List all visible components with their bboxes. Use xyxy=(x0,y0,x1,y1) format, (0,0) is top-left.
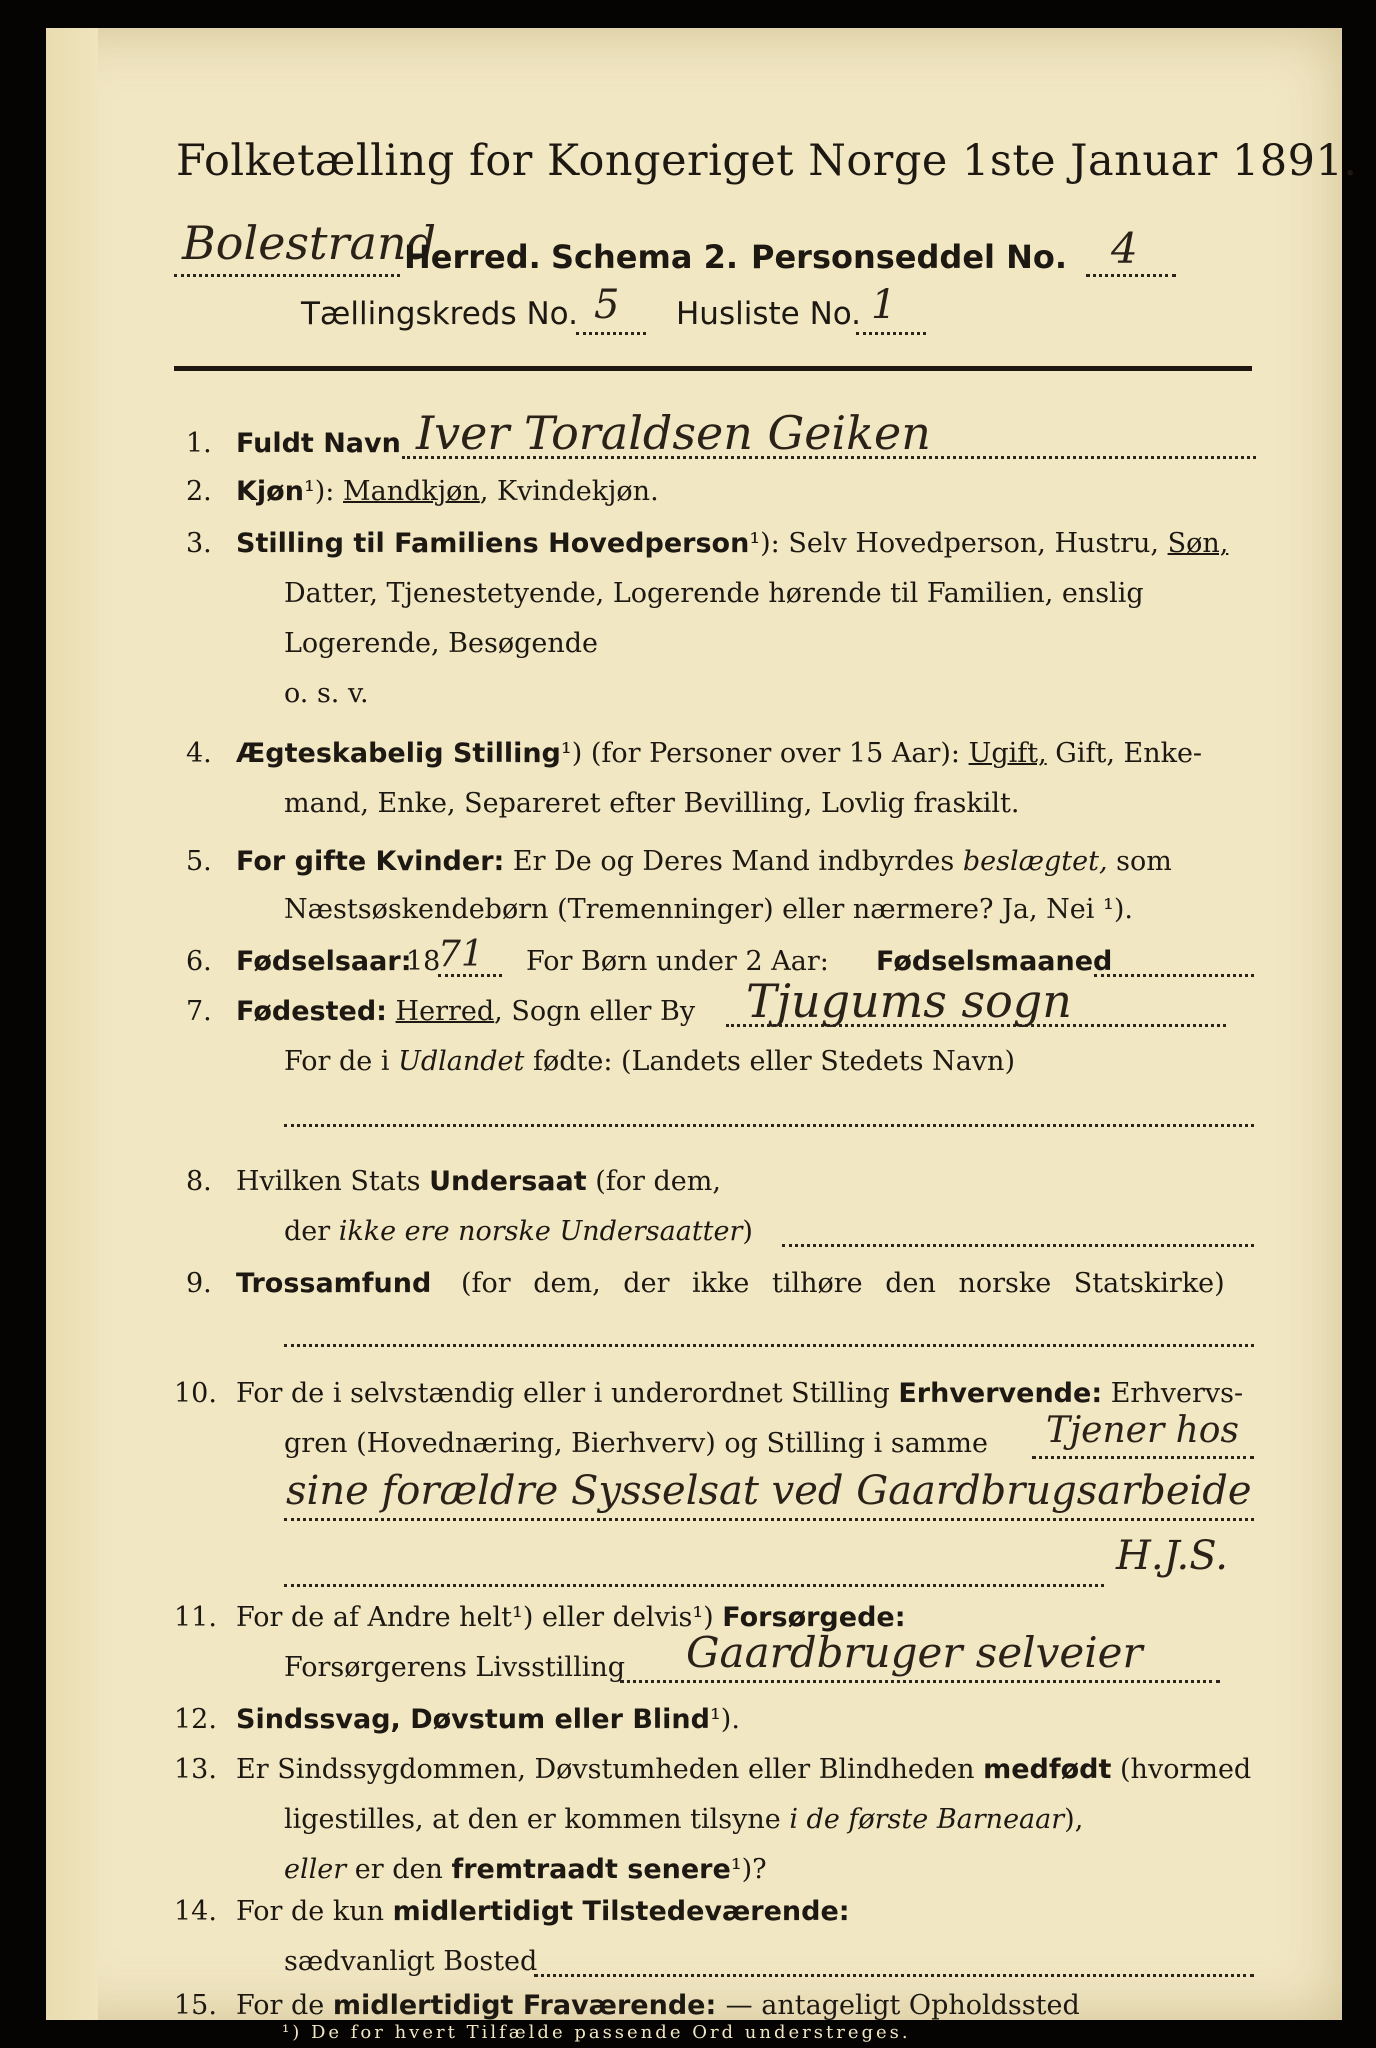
item-number: 10. xyxy=(174,1378,217,1409)
ikke-norske-text: ikke ere norske Undersaatter xyxy=(338,1216,743,1247)
sindssvag-label: Sindssvag, Døvstum eller Blind xyxy=(236,1704,710,1735)
undersaat-line-1 xyxy=(236,1166,721,1197)
item-number-14: 14. xyxy=(174,1896,217,1927)
kreds-label: Tællingskreds No. xyxy=(301,296,578,332)
undersaat-text: (for dem, xyxy=(595,1166,721,1197)
footnote-mark: ¹)? xyxy=(730,1854,767,1885)
fravaerende-label: midlertidigt Fraværende: xyxy=(332,1990,726,2021)
fuldt-navn-label: Fuldt Navn xyxy=(236,428,401,459)
aegteskab-line-2: mand, Enke, Separeret efter Bevilling, Lovlig fraskilt. xyxy=(284,788,1020,819)
erhverv-line-1 xyxy=(236,1378,1243,1409)
aegteskab-options: Gift, Enke- xyxy=(1055,738,1203,769)
fravaerende-text: For de xyxy=(236,1990,333,2021)
fodselsmaaned-label: Fødselsmaaned xyxy=(876,946,1113,977)
fremtraadt-label: fremtraadt senere xyxy=(451,1854,731,1885)
ligestilles-text: ligestilles, at den er kommen tilsyne xyxy=(284,1804,781,1835)
trossamfund-text: (for dem, der ikke tilhøre den norske Statskirke) xyxy=(461,1268,1225,1299)
tilstede-line-1 xyxy=(236,1896,850,1927)
erhverv-line-2: gren (Hovednæring, Bierhverv) og Stilling i samme xyxy=(284,1428,989,1459)
item-number: 13. xyxy=(174,1754,217,1785)
item-number: 3. xyxy=(186,528,212,559)
fodested-line-2 xyxy=(284,1046,1015,1077)
fravaerende-line-1 xyxy=(236,1990,1080,2021)
item-number: 4. xyxy=(186,738,212,769)
fuldt-navn-dotted-line xyxy=(402,456,1256,459)
hvilken-stats-text: Hvilken Stats xyxy=(236,1166,421,1197)
forsorgede-text: For de af Andre helt xyxy=(236,1602,513,1633)
kjon-option-mandkjon: Mandkjøn xyxy=(343,476,480,507)
undersaat-label: Undersaat xyxy=(429,1166,587,1197)
aegteskab-label: Ægteskabelig Stilling xyxy=(236,738,561,769)
erhverv-value-1: Tjener hos xyxy=(1046,1410,1239,1451)
medfodt-line-1 xyxy=(236,1754,1251,1785)
medfodt-line-2 xyxy=(284,1804,1083,1835)
erhverv-text-end: Erhvervs- xyxy=(1110,1378,1244,1409)
forsorgede-text-2: ¹) eller delvis xyxy=(512,1602,693,1633)
born-under-2-text: For Børn under 2 Aar: xyxy=(526,946,829,977)
forsorger-livsstilling-label: Forsørgerens Livsstilling xyxy=(284,1652,626,1683)
item-number: 11. xyxy=(174,1602,217,1633)
forsorgede-label: Forsørgede: xyxy=(722,1602,906,1633)
udlandet-word: Udlandet xyxy=(398,1046,525,1077)
gifte-kvinder-line-1 xyxy=(236,846,1172,877)
schema-label: Schema 2. xyxy=(551,238,738,276)
fodested-option-herred: Herred xyxy=(395,996,495,1027)
kjon-options: , Kvindekjøn. xyxy=(479,476,659,507)
item-number: 7. xyxy=(186,996,212,1027)
item-number: 5. xyxy=(186,846,212,877)
footnote-visible: ¹) De for hvert Tilfælde passende Ord understreges. xyxy=(278,2022,915,2043)
undersaat-dotted-line xyxy=(782,1244,1254,1247)
personseddel-label: Personseddel No. xyxy=(751,238,1068,276)
fodested-value: Tjugums sogn xyxy=(746,974,1072,1028)
item-number: 9. xyxy=(186,1268,212,1299)
footnote-mark: ¹) xyxy=(692,1602,714,1633)
item-number: 2. xyxy=(186,476,212,507)
kjon-line xyxy=(236,476,659,507)
trossamfund-dotted-line xyxy=(284,1344,1254,1347)
erhverv-value-2: sine forældre Sysselsat ved Gaardbrugsarbeide xyxy=(286,1468,1252,1514)
stilling-line-1 xyxy=(236,528,1228,559)
footnote-mark: ¹) xyxy=(560,738,583,769)
fodested-label: Fødested: xyxy=(236,996,387,1027)
footnote-mark: ¹). xyxy=(709,1704,740,1735)
erhverv-dotted-line-3 xyxy=(284,1584,1104,1587)
barneaar-text: i de første Barneaar xyxy=(789,1804,1065,1835)
fodselsaar-dotted-line xyxy=(438,974,502,977)
sindssvag-line xyxy=(236,1704,740,1735)
stilling-label: Stilling til Familiens Hovedperson xyxy=(236,528,750,559)
udlandet-text-end: fødte: (Landets eller Stedets Navn) xyxy=(532,1046,1015,1077)
fuldt-navn-value: Iver Toraldsen Geiken xyxy=(416,406,931,460)
udlandet-dotted-line xyxy=(284,1124,1254,1127)
medfodt-label: medfødt xyxy=(983,1754,1112,1785)
medfodt-text-end: (hvormed xyxy=(1120,1754,1252,1785)
aegteskab-option-ugift: Ugift, xyxy=(968,738,1047,769)
fodested-line-1 xyxy=(236,996,695,1027)
der-text: der xyxy=(284,1216,331,1247)
bosted-dotted-line xyxy=(534,1974,1254,1977)
header-rule xyxy=(174,366,1252,371)
kreds-value: 5 xyxy=(594,282,620,328)
footnote-mark: ¹): xyxy=(749,528,780,559)
stilling-options: Selv Hovedperson, Hustru, xyxy=(788,528,1159,559)
item-number: 6. xyxy=(186,946,212,977)
bosted-label: sædvanligt Bosted xyxy=(284,1946,538,1977)
fodested-dotted-line xyxy=(726,1024,1226,1027)
aegteskab-text: (for Personer over 15 Aar): xyxy=(590,738,960,769)
fodselsaar-label: Fødselsaar: xyxy=(236,946,412,977)
beslaegtet-text: beslægtet, xyxy=(962,846,1108,877)
stilling-line-4: o. s. v. xyxy=(284,678,369,709)
forsorger-dotted-line xyxy=(620,1680,1220,1683)
erhverv-dotted-line-2 xyxy=(284,1518,1254,1521)
gifte-kvinder-line-2: Næstsøskendebørn (Tremenninger) eller nærmere? Ja, Nei ¹). xyxy=(284,894,1133,925)
erhvervende-label: Erhvervende: xyxy=(898,1378,1103,1409)
item-number: 12. xyxy=(174,1704,217,1735)
census-form-page xyxy=(46,28,1358,2021)
fodested-options: , Sogn eller By xyxy=(494,996,696,1027)
paper-edge xyxy=(46,28,98,2020)
form-title: Folketælling for Kongeriget Norge 1ste Januar 1891. xyxy=(176,136,1358,186)
eller-text: eller xyxy=(284,1854,347,1885)
stilling-option-son: Søn, xyxy=(1167,528,1229,559)
trossamfund-label: Trossamfund xyxy=(236,1268,432,1299)
initials: H.J.S. xyxy=(1116,1533,1228,1579)
stilling-line-2: Datter, Tjenestetyende, Logerende hørende til Familien, enslig xyxy=(284,578,1144,609)
tilstede-text: For de kun xyxy=(236,1896,393,1927)
husliste-value: 1 xyxy=(871,282,897,328)
tilstede-label: midlertidigt Tilstedeværende: xyxy=(392,1896,850,1927)
erhverv-dotted-line-1 xyxy=(1032,1456,1254,1459)
forsorger-livsstilling-value: Gaardbruger selveier xyxy=(686,1628,1143,1677)
fodselsmaaned-dotted-line xyxy=(1094,974,1254,977)
medfodt-text: Er Sindssygdommen, Døvstumheden eller Blindheden xyxy=(236,1754,975,1785)
undersaat-line-2 xyxy=(284,1216,753,1247)
paren-close: ) xyxy=(742,1216,753,1247)
opholdssted-label: — antageligt Opholdssted xyxy=(725,1990,1080,2021)
fodselsaar-value: 71 xyxy=(438,934,484,975)
item-number: 8. xyxy=(186,1166,212,1197)
item-number-15: 15. xyxy=(174,1990,217,2021)
erhverv-text: For de i selvstændig eller i underordnet Stilling xyxy=(236,1378,890,1409)
fodselsaar-prefix: 18 xyxy=(406,946,441,977)
item-number: 1. xyxy=(186,428,212,459)
medfodt-line-3 xyxy=(284,1854,767,1885)
kreds-dotted-line xyxy=(576,332,646,335)
husliste-label: Husliste No. xyxy=(676,296,862,332)
footnote-mark: ¹): xyxy=(303,476,335,507)
personseddel-value: 4 xyxy=(1111,224,1138,273)
herred-dotted-line xyxy=(174,274,400,277)
aegteskab-line-1 xyxy=(236,738,1202,769)
er-den-text: er den xyxy=(354,1854,443,1885)
gifte-kvinder-text-end: som xyxy=(1116,846,1172,877)
herred-handwritten: Bolestrand xyxy=(182,216,437,270)
gifte-kvinder-label: For gifte Kvinder: xyxy=(236,846,505,877)
udlandet-text: For de i xyxy=(284,1046,390,1077)
gifte-kvinder-text: Er De og Deres Mand indbyrdes xyxy=(512,846,955,877)
kjon-label: Kjøn xyxy=(236,476,304,507)
herred-label: Herred. xyxy=(404,238,541,276)
paren-close: ), xyxy=(1064,1804,1084,1835)
husliste-dotted-line xyxy=(856,332,926,335)
stilling-line-3: Logerende, Besøgende xyxy=(284,628,598,659)
personseddel-dotted-line xyxy=(1086,274,1176,277)
